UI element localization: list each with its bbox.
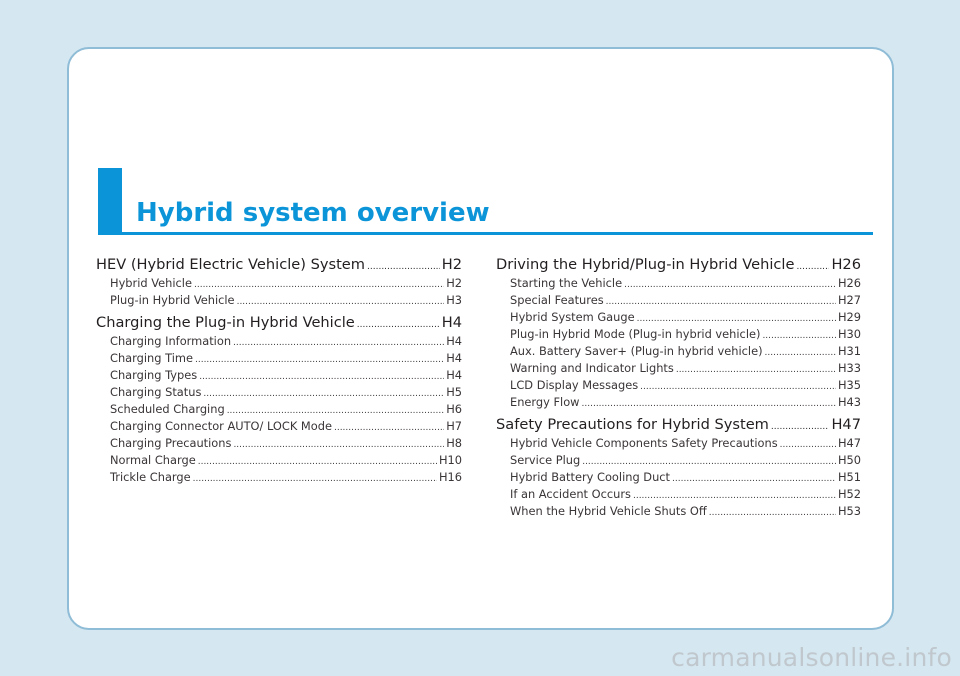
toc-item[interactable]: [496, 309, 861, 326]
toc-entry-label: Hybrid Vehicle: [110, 276, 192, 290]
toc-page-number: H7: [446, 419, 462, 433]
toc-entry-label: Hybrid Vehicle Components Safety Precautions: [510, 436, 778, 450]
toc-entry-label: Charging Precautions: [110, 436, 232, 450]
toc-page-number: H10: [438, 453, 462, 467]
toc-entry-label: Service Plug: [510, 453, 581, 467]
toc-page-number: H47: [837, 436, 861, 450]
toc-item[interactable]: [96, 452, 462, 469]
toc-entry-label: Trickle Charge: [110, 470, 191, 484]
toc-item[interactable]: [96, 401, 462, 418]
toc-page-number: H3: [446, 293, 462, 307]
toc-dot-leader: [233, 335, 444, 352]
toc-item[interactable]: [496, 275, 861, 292]
toc-entry-label: HEV (Hybrid Electric Vehicle) System: [96, 256, 366, 273]
toc-page-number: H50: [837, 453, 861, 467]
toc-page-number: H5: [446, 385, 462, 399]
toc-entry-label: Plug-in Hybrid Vehicle: [110, 293, 235, 307]
toc-item[interactable]: [496, 360, 861, 377]
toc-page-number: H52: [837, 487, 861, 501]
toc-page-number: H51: [837, 470, 861, 484]
toc-entry-label: Warning and Indicator Lights: [510, 361, 674, 375]
toc-entry-label: Scheduled Charging: [110, 402, 225, 416]
toc-page-number: H33: [837, 361, 861, 375]
toc-heading[interactable]: [496, 415, 861, 435]
toc-entry-label: Charging the Plug-in Hybrid Vehicle: [96, 314, 355, 331]
toc-page-number: H31: [837, 344, 861, 358]
toc-dot-leader: [765, 345, 836, 362]
toc-dot-leader: [624, 277, 836, 294]
toc-dot-leader: [195, 352, 444, 369]
toc-dot-leader: [640, 379, 836, 396]
toc-item[interactable]: [496, 469, 861, 486]
toc-dot-leader: [606, 294, 836, 311]
toc-dot-leader: [780, 437, 836, 454]
toc-item[interactable]: [96, 292, 462, 309]
toc-dot-leader: [676, 362, 836, 379]
toc-item[interactable]: [496, 486, 861, 503]
toc-entry-label: Driving the Hybrid/Plug-in Hybrid Vehicle: [496, 256, 795, 273]
toc-entry-label: LCD Display Messages: [510, 378, 639, 392]
toc-page-number: H4: [446, 368, 462, 382]
toc-entry-label: Hybrid Battery Cooling Duct: [510, 470, 671, 484]
toc-item[interactable]: [496, 435, 861, 452]
toc-page-number: H27: [837, 293, 861, 307]
toc-page-number: H29: [837, 310, 861, 324]
toc-dot-leader: [233, 437, 444, 454]
toc-page-number: H4: [441, 314, 462, 331]
toc-item[interactable]: [496, 343, 861, 360]
toc-page-number: H30: [837, 327, 861, 341]
toc-entry-label: Aux. Battery Saver+ (Plug-in hybrid vehicle): [510, 344, 763, 358]
toc-entry-label: Energy Flow: [510, 395, 580, 409]
toc-page-number: H6: [446, 402, 462, 416]
toc-item[interactable]: [96, 367, 462, 384]
toc-dot-leader: [582, 396, 836, 413]
section-accent-bar: [98, 168, 122, 234]
toc-entry-label: If an Accident Occurs: [510, 487, 631, 501]
toc-heading[interactable]: [96, 313, 462, 333]
toc-entry-label: Normal Charge: [110, 453, 196, 467]
watermark-text: carmanualsonline.info: [671, 643, 952, 672]
toc-entry-label: When the Hybrid Vehicle Shuts Off: [510, 504, 707, 518]
toc-page-number: H4: [446, 351, 462, 365]
toc-dot-leader: [796, 257, 829, 277]
toc-item[interactable]: [496, 394, 861, 411]
toc-entry-label: Charging Information: [110, 334, 232, 348]
title-underline: [98, 232, 873, 235]
toc-item[interactable]: [496, 503, 861, 520]
toc-page-number: H47: [831, 416, 861, 433]
toc-dot-leader: [771, 417, 830, 437]
toc-page-number: H8: [446, 436, 462, 450]
toc-item[interactable]: [96, 418, 462, 435]
toc-item[interactable]: [96, 435, 462, 452]
toc-item[interactable]: [496, 326, 861, 343]
toc-item[interactable]: [96, 333, 462, 350]
toc-item[interactable]: [96, 469, 462, 486]
toc-page-number: H35: [837, 378, 861, 392]
toc-dot-leader: [193, 471, 437, 488]
toc-dot-leader: [357, 315, 440, 335]
toc-dot-leader: [334, 420, 444, 437]
toc-page-number: H4: [446, 334, 462, 348]
toc-entry-label: Hybrid System Gauge: [510, 310, 635, 324]
toc-entry-label: Special Features: [510, 293, 604, 307]
toc-dot-leader: [203, 386, 444, 403]
toc-dot-leader: [709, 505, 836, 522]
toc-item[interactable]: [496, 452, 861, 469]
toc-page-number: H2: [441, 256, 462, 273]
toc-entry-label: Charging Types: [110, 368, 198, 382]
toc-page-number: H16: [438, 470, 462, 484]
toc-entry-label: Safety Precautions for Hybrid System: [496, 416, 769, 433]
toc-page-number: H26: [831, 256, 861, 273]
toc-item[interactable]: [96, 350, 462, 367]
toc-heading[interactable]: [496, 255, 861, 275]
toc-page-number: H26: [837, 276, 861, 290]
toc-item[interactable]: [96, 384, 462, 401]
toc-dot-leader: [198, 454, 437, 471]
toc-entry-label: Charging Connector AUTO/ LOCK Mode: [110, 419, 332, 433]
toc-dot-leader: [367, 257, 440, 277]
toc-item[interactable]: [496, 292, 861, 309]
toc-dot-leader: [672, 471, 836, 488]
toc-dot-leader: [237, 294, 445, 311]
toc-column-right: [496, 255, 861, 520]
toc-entry-label: Starting the Vehicle: [510, 276, 623, 290]
toc-entry-label: Charging Time: [110, 351, 193, 365]
toc-column-left: [96, 255, 462, 486]
toc-entry-label: Charging Status: [110, 385, 202, 399]
toc-item[interactable]: [496, 377, 861, 394]
section-title: Hybrid system overview: [136, 198, 490, 228]
toc-dot-leader: [199, 369, 444, 386]
toc-page-number: H43: [837, 395, 861, 409]
toc-dot-leader: [762, 328, 836, 345]
toc-heading[interactable]: [96, 255, 462, 275]
toc-item[interactable]: [96, 275, 462, 292]
toc-page-number: H53: [837, 504, 861, 518]
toc-page-number: H2: [446, 276, 462, 290]
toc-entry-label: Plug-in Hybrid Mode (Plug-in hybrid vehicle): [510, 327, 761, 341]
